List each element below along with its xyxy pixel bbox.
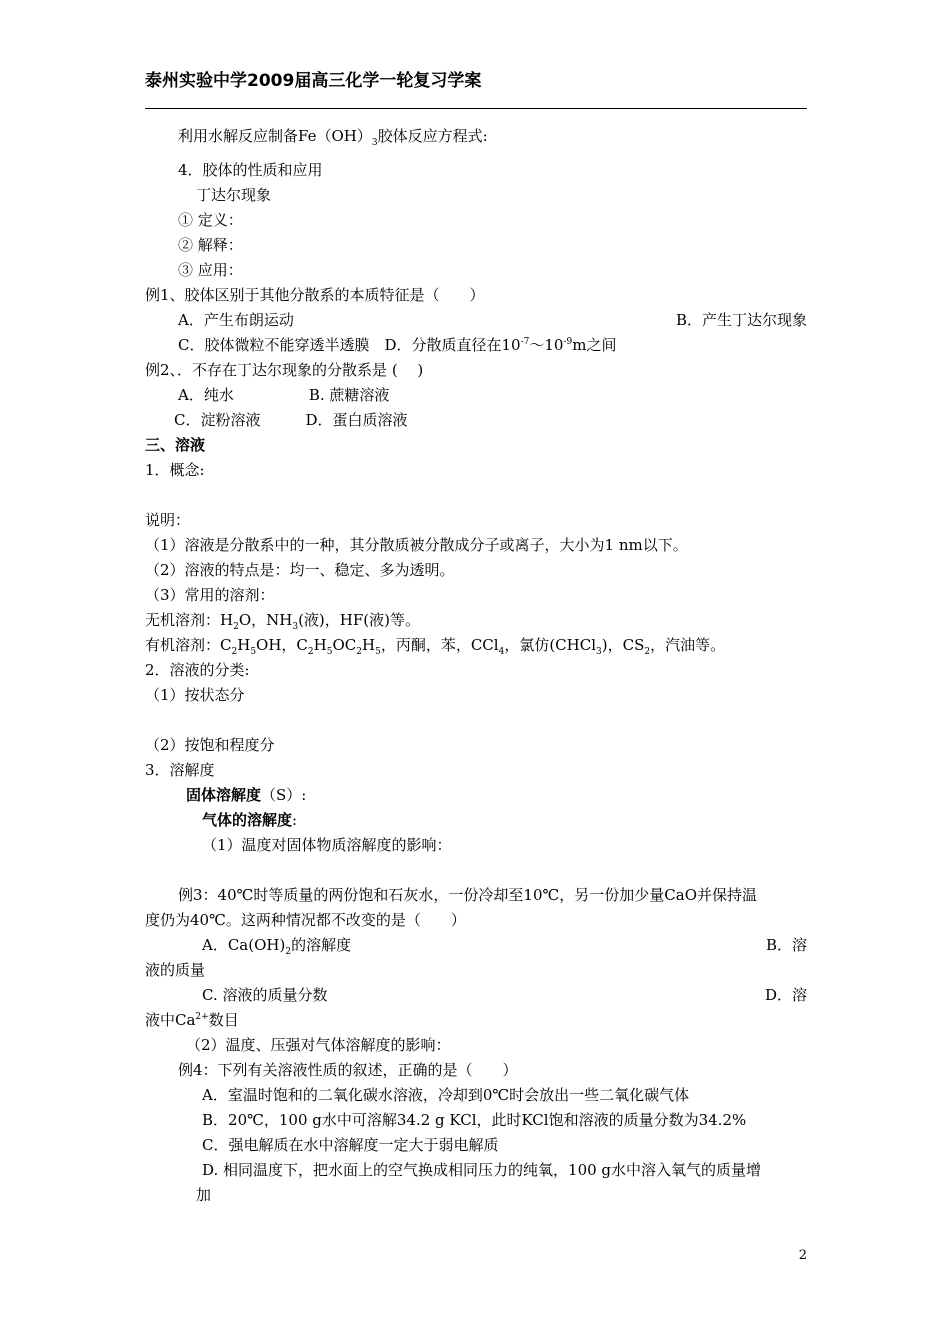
answer-option: C．强电解质在水中溶解度一定大于弱电解质 <box>202 1136 499 1154</box>
text-line: 气体的溶解度: <box>202 811 298 829</box>
text-line: 无机溶剂：$H_2O$，$NH_3$(液)，HF(液)等。 <box>145 611 420 632</box>
text-line: 2．溶液的分类: <box>145 661 250 679</box>
answer-option: D．溶 <box>764 986 807 1004</box>
text-line: （1）溶液是分散系中的一种，其分散质被分散成分子或离子，大小为1 nm以下。 <box>145 536 688 554</box>
text-line: 丁达尔现象 <box>196 186 272 204</box>
page-header-title: 泰州实验中学2009届高三化学一轮复习学案 <box>145 71 482 91</box>
answer-option: 加 <box>196 1186 212 1204</box>
answer-option: C. 溶液的质量分数 <box>202 986 328 1004</box>
text-line: （1）温度对固体物质溶解度的影响： <box>202 836 452 854</box>
answer-option: B．溶 <box>765 936 807 954</box>
text-line: 有机溶剂：$C_2H_5OH$，$C_2H_5OC_2H_5$，丙酮，苯，CCl$_4$，氯仿(CHCl$_3$)，$CS_2$，汽油等。 <box>145 636 726 657</box>
text-line: 3．溶解度 <box>145 761 215 779</box>
answer-option: B．20℃，100 g水中可溶解34.2 g KCl，此时KCl饱和溶液的质量分数为34.2% <box>202 1111 747 1129</box>
text-line: ② 解释： <box>178 236 243 254</box>
answer-option: A．纯水 B. 蔗糖溶液 <box>178 386 390 404</box>
text-line: （2）温度、压强对气体溶解度的影响： <box>186 1036 451 1054</box>
example-question: 例2、．不存在丁达尔现象的分散系是 ( ) <box>145 361 424 379</box>
answer-option: A．室温时饱和的二氧化碳水溶液，冷却到0℃时会放出一些二氧化碳气体 <box>202 1086 690 1104</box>
text-line: 1．概念: <box>145 461 205 479</box>
example-question: 例4：下列有关溶液性质的叙述，正确的是（ ） <box>178 1061 518 1079</box>
answer-option: B．产生丁达尔现象 <box>675 311 807 329</box>
text-line: （3）常用的溶剂： <box>145 586 275 604</box>
header-divider <box>145 108 807 109</box>
answer-option: C．淀粉溶液 D．蛋白质溶液 <box>174 411 408 429</box>
text-line: ① 定义： <box>178 211 243 229</box>
answer-option: A．产生布朗运动 <box>178 311 294 329</box>
page-number: 2 <box>798 1248 807 1263</box>
section-heading-solution: 三、溶液 <box>145 436 206 454</box>
example-question: 度仍为40℃。这两种情况都不改变的是（ ） <box>145 911 466 929</box>
answer-option: 液的质量 <box>145 961 206 979</box>
example-question: 例1、胶体区别于其他分散系的本质特征是（ ） <box>145 286 485 304</box>
text-line: （2）按饱和程度分 <box>145 736 275 754</box>
text-line: 固体溶解度（S）: <box>186 786 307 804</box>
text-line: 利用水解反应制备$Fe(OH)_3$胶体反应方程式: <box>178 127 488 148</box>
example-question: 例3：40℃时等质量的两份饱和石灰水，一份冷却至10℃，另一份加少量CaO并保持温 <box>178 886 757 904</box>
answer-option: C．胶体微粒不能穿透半透膜 D．分散质直径在$10^{-7}\sim 10^{-9}m$之间 <box>178 336 617 354</box>
text-line: ③ 应用： <box>178 261 243 279</box>
text-line: （2）溶液的特点是：均一、稳定、多为透明。 <box>145 561 455 579</box>
text-line: 说明： <box>145 511 191 529</box>
section-heading-colloid-properties: 4．胶体的性质和应用 <box>178 161 323 179</box>
text-line: （1）按状态分 <box>145 686 245 704</box>
answer-option: D. 相同温度下，把水面上的空气换成相同压力的纯氧，100 g水中溶入氧气的质量增 <box>202 1161 762 1179</box>
answer-option: A．$Ca(OH)_2$的溶解度 <box>202 936 352 957</box>
answer-option: 液中$Ca^{2+}$数目 <box>145 1011 239 1029</box>
